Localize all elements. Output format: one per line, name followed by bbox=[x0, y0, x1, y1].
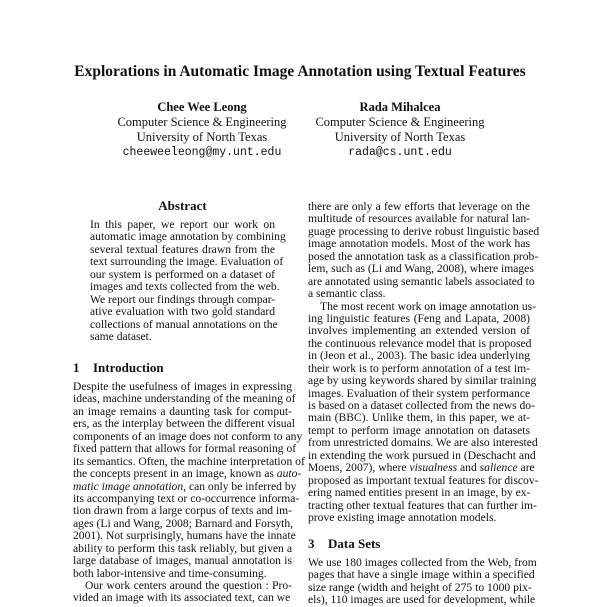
text-line: fixed pattern that allows for formal reasoning of bbox=[73, 442, 297, 456]
text-line: els), 110 images are used for development, while bbox=[308, 593, 536, 607]
abstract-body bbox=[90, 218, 286, 343]
section-title: Introduction bbox=[93, 360, 164, 375]
text-line: posed the annotation task as a classification prob- bbox=[308, 249, 539, 263]
text-line: components of an image does not conform to any bbox=[73, 429, 303, 443]
text-line: prove existing image annotation models. bbox=[308, 510, 497, 524]
author-block-2 bbox=[280, 100, 520, 160]
text-line: large database of images, manual annotation is bbox=[73, 554, 292, 568]
text-line: text surrounding the image. Evaluation of bbox=[90, 255, 284, 269]
section-number: 1 bbox=[73, 360, 80, 375]
text-line: the concepts present in an image, known as auto- bbox=[73, 467, 302, 481]
text-line: images. Evaluation of their system performance bbox=[308, 386, 531, 400]
introduction-body bbox=[73, 380, 305, 605]
section-title: Data Sets bbox=[328, 536, 381, 551]
author-email: cheeweeleong@my.unt.edu bbox=[122, 146, 282, 159]
text-line: several textual features drawn from the bbox=[90, 242, 275, 256]
text-line: both labor-intensive and time-consuming. bbox=[73, 566, 267, 580]
text-line: ideas, machine understanding of the meaning of bbox=[73, 392, 296, 406]
text-line: proposed as important textual features for discov- bbox=[308, 473, 539, 487]
author-univ: University of North Texas bbox=[136, 130, 268, 144]
text-line: ability to perform this task reliably, but given a bbox=[73, 541, 292, 555]
text-line: The most recent work on image annotation us- bbox=[320, 299, 537, 313]
text-line: multitude of resources available for natural lan- bbox=[308, 212, 530, 226]
text-line: 2001). Not surprisingly, humans have the innate bbox=[73, 529, 296, 543]
text-line: Despite the usefulness of images in expressing bbox=[73, 380, 292, 393]
right-column-body bbox=[308, 200, 540, 524]
text-line: their work is to perform annotation of a test im- bbox=[308, 361, 530, 375]
text-line: ers, as the interplay between the different visual bbox=[73, 417, 295, 431]
text-line: our system is performed on a dataset of bbox=[90, 267, 275, 281]
text-line: involves implementing an extended version of bbox=[308, 324, 530, 338]
text-line: its accompanying text or co-occurrence informa- bbox=[73, 491, 300, 505]
text-line: matic image annotation, can only be inferred by bbox=[73, 479, 297, 493]
text-line: there are only a few efforts that leverage on the bbox=[308, 200, 530, 213]
text-line: ering named entities present in an image, by ex- bbox=[308, 486, 531, 500]
text-line: Moens, 2007), where visualness and salience are bbox=[308, 461, 535, 475]
text-line: age by using keywords shared by similar training bbox=[308, 374, 537, 388]
author-dept: Computer Science & Engineering bbox=[315, 115, 485, 129]
text-line: size range (width and height of 275 to 1000 pix- bbox=[308, 580, 532, 594]
section-number: 3 bbox=[308, 536, 315, 551]
text-line: its semantics. Often, the machine interpretation of bbox=[73, 454, 305, 468]
section-heading-data-sets bbox=[308, 536, 530, 551]
text-line: is based on a dataset collected from the news do- bbox=[308, 399, 535, 412]
text-line: tracting other textual features that can further im- bbox=[308, 498, 537, 512]
text-line: In this paper, we report our work on bbox=[90, 218, 275, 231]
text-line: guage processing to derive robust linguistic based bbox=[308, 224, 540, 238]
text-line: the continuous relevance model that is proposed bbox=[308, 336, 532, 350]
text-line: main (BBC). Unlike them, in this paper, we at- bbox=[308, 411, 530, 425]
text-line: an image remains a daunting task for comput- bbox=[73, 404, 292, 418]
author-name: Chee Wee Leong bbox=[157, 100, 247, 114]
text-line: pages that have a single image within a specified bbox=[308, 568, 535, 582]
text-line: We use 180 images collected from the Web, from bbox=[308, 556, 537, 569]
text-line: lem, such as (Li and Wang, 2008), where images bbox=[308, 262, 534, 276]
text-line: tempt to perform image annotation on datasets bbox=[308, 423, 530, 437]
section-heading-introduction bbox=[73, 360, 292, 375]
text-line: automatic image annotation by combining bbox=[90, 230, 286, 244]
text-line: image annotation models. Most of the work has bbox=[308, 237, 530, 251]
text-line: in (Jeon et al., 2003). The basic idea underlying bbox=[308, 349, 530, 363]
text-line: ative evaluation with two gold standard bbox=[90, 305, 275, 319]
text-line: same dataset. bbox=[90, 329, 152, 343]
text-line: ing linguistic features (Feng and Lapata, 2008) bbox=[308, 311, 530, 325]
author-dept: Computer Science & Engineering bbox=[117, 115, 287, 129]
text-line: in extending the work pursued in (Deschacht and bbox=[308, 448, 536, 462]
text-line: ages (Li and Wang, 2008; Barnard and Forsyth, bbox=[73, 516, 294, 530]
text-line: tion drawn from a large corpus of texts and im- bbox=[73, 504, 293, 518]
author-email: rada@cs.unt.edu bbox=[348, 146, 452, 159]
text-line: vided an image with its associated text, can we bbox=[73, 591, 291, 605]
text-line: collections of manual annotations on the bbox=[90, 317, 278, 331]
abstract-heading: Abstract bbox=[158, 198, 207, 213]
text-line: a semantic class. bbox=[308, 287, 386, 301]
text-line: are annotated using semantic labels associated to bbox=[308, 274, 535, 288]
author-univ: University of North Texas bbox=[334, 130, 466, 144]
text-line: Our work centers around the question : Pro- bbox=[85, 579, 292, 592]
data-sets-body bbox=[308, 556, 537, 607]
text-line: images and texts collected from the web. bbox=[90, 280, 280, 294]
text-line: from unrestricted domains. We are also interested bbox=[308, 436, 538, 450]
author-name: Rada Mihalcea bbox=[359, 100, 441, 114]
text-line: We report our findings through compar- bbox=[90, 292, 276, 306]
paper-title: Explorations in Automatic Image Annotation using Textual Features bbox=[74, 63, 526, 80]
